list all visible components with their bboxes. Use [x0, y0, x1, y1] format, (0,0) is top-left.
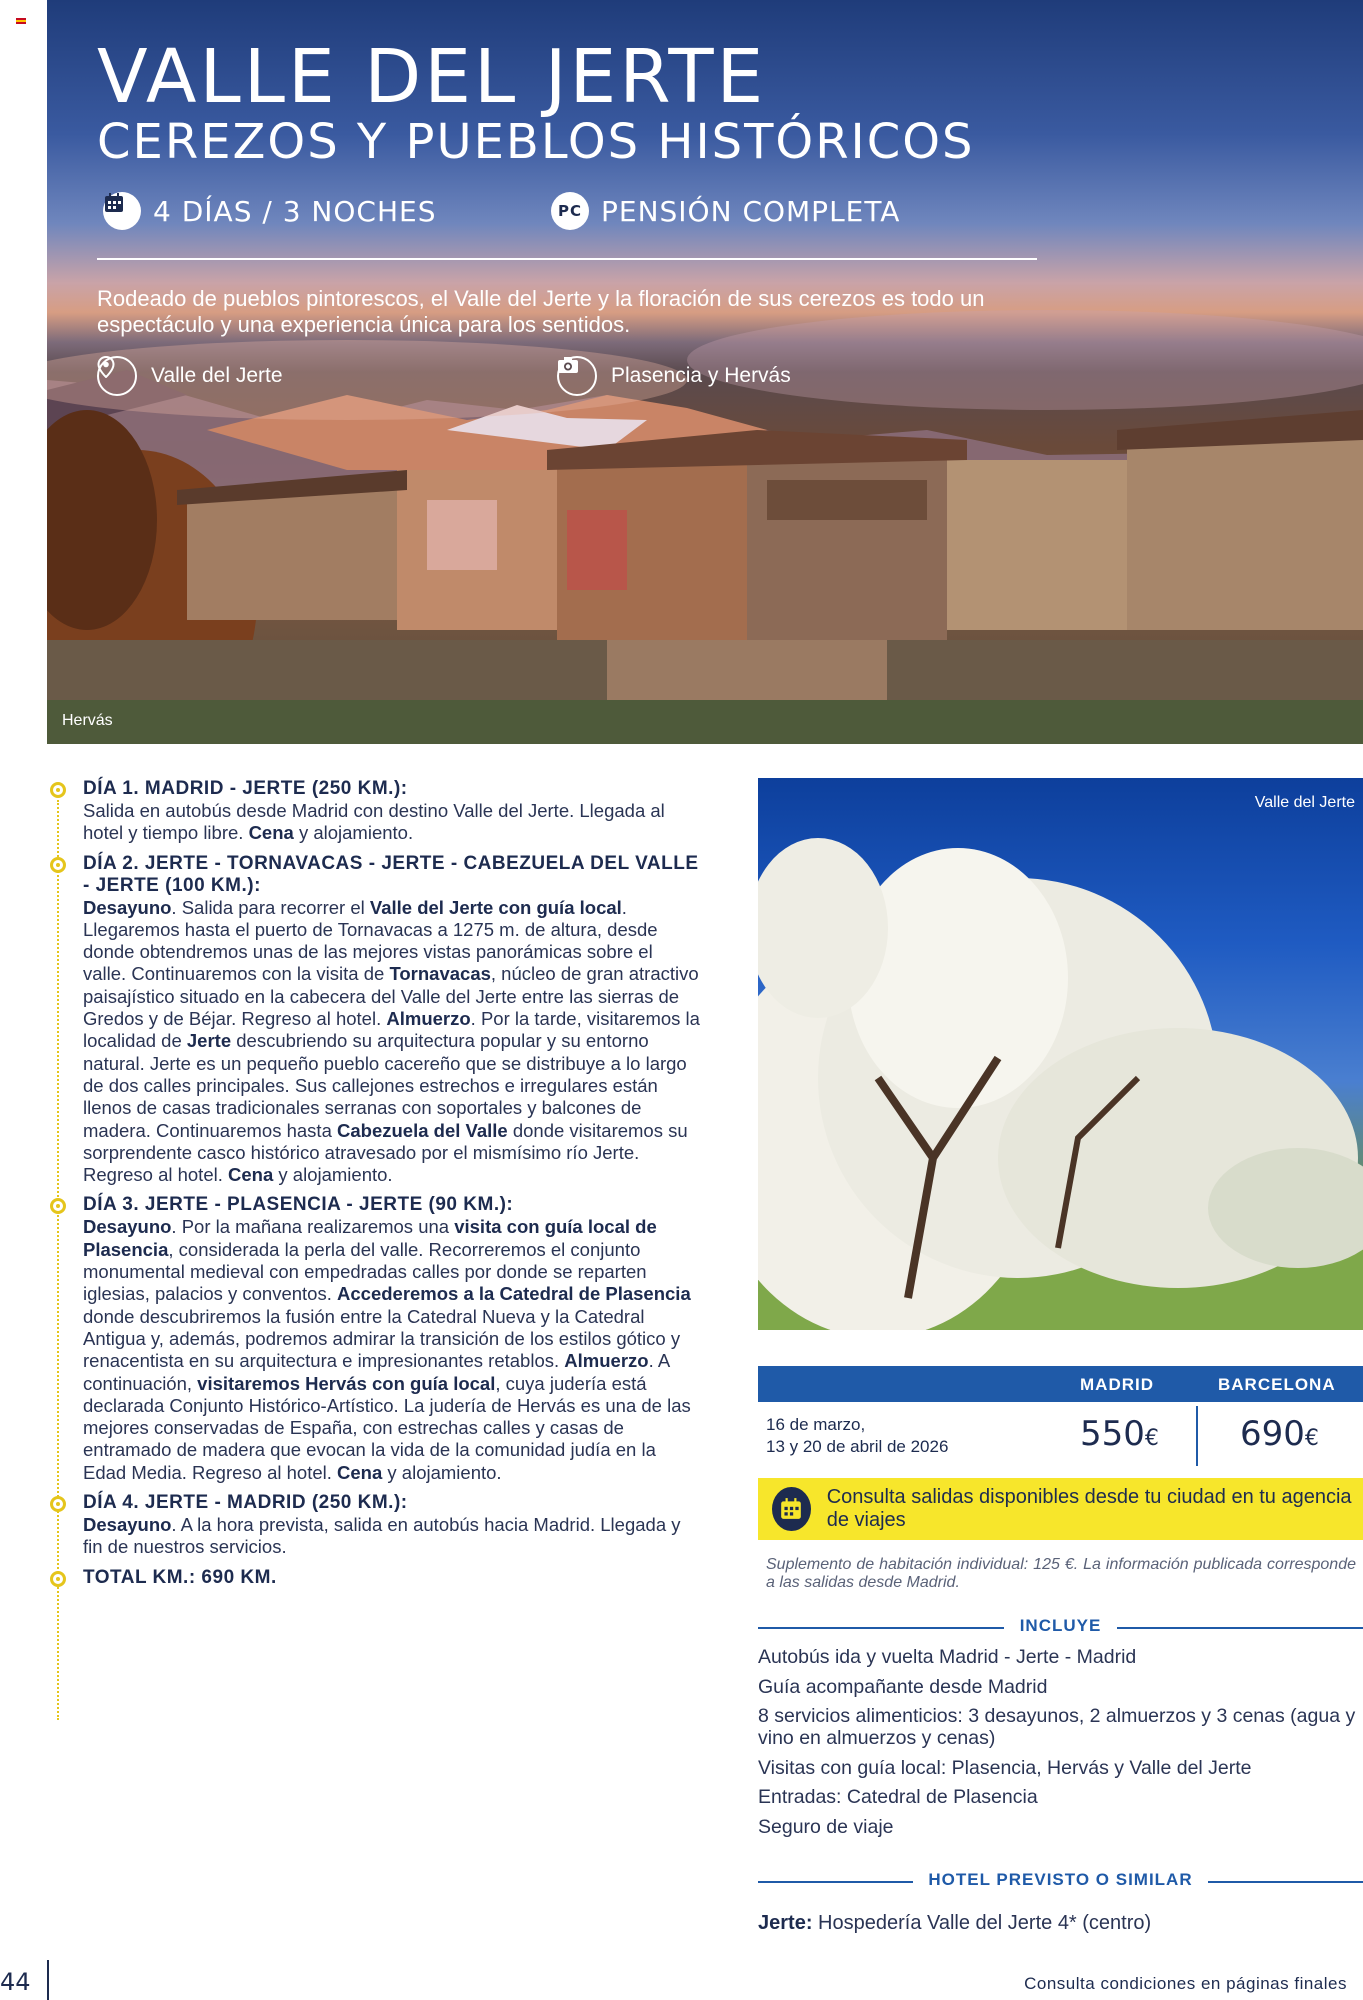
- board-text: PENSIÓN COMPLETA: [601, 194, 901, 228]
- board-code-badge: PC: [551, 192, 589, 230]
- includes-item: Autobús ida y vuelta Madrid - Jerte - Madrid: [758, 1646, 1137, 1668]
- hotel-info: [758, 1912, 1151, 1935]
- price-col-madrid: MADRID: [1080, 1375, 1154, 1394]
- itinerary-day: [50, 778, 700, 845]
- price-row: [758, 1402, 1363, 1468]
- day-body-bold: Cena: [228, 1164, 274, 1186]
- includes-header: [758, 1616, 1363, 1640]
- day-body-text: . A la hora prevista, salida en autobús hacia Madrid. Llegada y fin de nuestros servicios.: [83, 1514, 681, 1558]
- day-body-text: y alojamiento.: [273, 1164, 393, 1186]
- includes-item: Entradas: Catedral de Plasencia: [758, 1786, 1038, 1808]
- day-body-bold: Jerte: [186, 1030, 232, 1052]
- bullet-icon: [50, 782, 66, 798]
- day-body: [83, 897, 700, 1187]
- map-pin-icon: [97, 356, 137, 396]
- day-title: DÍA 2. JERTE - TORNAVACAS - JERTE - CABEZUELA DEL VALLE - JERTE (100 KM.):: [83, 852, 699, 896]
- includes-list: [758, 1646, 1363, 1845]
- hotel-title: HOTEL PREVISTO O SIMILAR: [928, 1870, 1193, 1889]
- duration-badge: [103, 192, 436, 230]
- hotel-city: Jerte:: [758, 1912, 813, 1934]
- day-body-text: y alojamiento.: [382, 1461, 502, 1483]
- day-body-bold: Desayuno: [83, 896, 172, 918]
- consult-banner: [758, 1478, 1363, 1540]
- day-body-bold: Desayuno: [83, 1216, 172, 1238]
- dates-line-1: 16 de marzo,: [766, 1415, 866, 1434]
- cherry-blossom-illustration: [758, 778, 1363, 1330]
- departure-dates: [766, 1414, 948, 1458]
- price-barcelona: [1240, 1414, 1319, 1454]
- location-text: Valle del Jerte: [151, 364, 283, 387]
- day-body-bold: Cabezuela del Valle: [337, 1119, 508, 1141]
- price-separator: [1196, 1406, 1198, 1466]
- price-col-barcelona: BARCELONA: [1218, 1375, 1336, 1394]
- day-body-bold: Cena: [337, 1461, 383, 1483]
- itinerary: [50, 778, 700, 1597]
- itinerary-day: [50, 853, 700, 1187]
- day-body-bold: Accederemos a la Catedral de Plasencia: [337, 1283, 691, 1305]
- bullet-icon: [50, 1198, 66, 1214]
- hotel-header: [758, 1870, 1363, 1894]
- day-body-text: . A continuación,: [83, 1350, 670, 1394]
- day-body-text: , considerada la perla del valle. Recorreremos el conjunto monumental medieval con empedradas calles por donde se reparten iglesias, palacios y conventos.: [83, 1238, 647, 1305]
- price-barcelona-value: 690: [1240, 1414, 1305, 1454]
- includes-item: Seguro de viaje: [758, 1815, 894, 1838]
- bullet-icon: [50, 1571, 66, 1587]
- day-body-bold: Almuerzo: [564, 1350, 649, 1372]
- day-body-text: descubriendo su arquitectura popular y su entorno natural. Jerte es un pequeño pueblo cacereño que se distribuye a lo largo de dos calles principales. Sus callejones estrechos e irregulares están llenos de casas tradicionales serranas con soportales y balcones de madera. Continuaremos hasta: [83, 1030, 687, 1141]
- footer-note: Consulta condiciones en páginas finales: [1024, 1974, 1347, 1993]
- day-body-bold: Valle del Jerte con guía local: [369, 896, 622, 918]
- hero-photo-hervas: [47, 0, 1363, 744]
- board-badge: [551, 192, 900, 230]
- flag-icon: [16, 18, 26, 24]
- supplement-note: Suplemento de habitación individual: 125 €. La información publicada corresponde a las salidas desde Madrid.: [766, 1556, 1356, 1591]
- includes-item: Guía acompañante desde Madrid: [758, 1675, 1048, 1698]
- dates-line-2: 13 y 20 de abril de 2026: [766, 1437, 949, 1456]
- hero-description: Rodeado de pueblos pintorescos, el Valle del Jerte y la floración de sus cerezos es todo un espectáculo y una experiencia única para los sentidos.: [97, 286, 985, 337]
- day-body-bold: Desayuno: [83, 1514, 172, 1536]
- day-title: DÍA 4. JERTE - MADRID (250 KM.):: [83, 1492, 408, 1514]
- currency-symbol: €: [1304, 1426, 1319, 1451]
- day-body-text: , cuya judería está declarada Conjunto Histórico-Artístico. La judería de Hervás es una de las mejores conservadas de España, con estrechas calles y casas de entramado de madera que evocan la vida de la comunidad judía en la Edad Media. Regreso al hotel.: [83, 1372, 691, 1483]
- itinerary-day: [50, 1567, 700, 1589]
- day-body-text: donde descubriremos la fusión entre la Catedral Nueva y la Catedral Antigua y, además, podremos admirar la transición de los estilos gótico y renacentista en su arquitectura e impresionantes retablos.: [83, 1305, 681, 1372]
- bullet-icon: [50, 857, 66, 873]
- itinerary-day: [50, 1194, 700, 1484]
- day-body-text: Salida en autobús desde Madrid con destino Valle del Jerte. Llegada al hotel y tiempo libre.: [83, 800, 665, 844]
- itinerary-day: [50, 1492, 700, 1559]
- day-title: DÍA 3. JERTE - PLASENCIA - JERTE (90 KM.):: [83, 1194, 514, 1216]
- price-madrid-value: 550: [1080, 1414, 1145, 1454]
- day-body-text: y alojamiento.: [293, 822, 414, 844]
- day-title: TOTAL KM.: 690 KM.: [83, 1566, 277, 1588]
- price-table-header: [758, 1366, 1363, 1402]
- day-body-text: , núcleo de gran atractivo paisajístico situado en la cabecera del Valle del Jerte entre las sierras de Gredos y de Béjar. Regreso al hotel.: [83, 963, 699, 1030]
- photo-caption: Hervás: [62, 712, 113, 729]
- day-body-bold: visitaremos Hervás con guía local: [197, 1372, 496, 1394]
- photo-caption-2: Valle del Jerte: [1254, 794, 1355, 811]
- location-tag: [97, 356, 283, 396]
- day-body: [83, 800, 700, 845]
- page-number-divider: [47, 1960, 49, 2000]
- day-title: DÍA 1. MADRID - JERTE (250 KM.):: [83, 778, 408, 799]
- camera-icon: [557, 356, 597, 396]
- includes-title: INCLUYE: [1019, 1616, 1102, 1635]
- page-number: 44: [0, 1968, 31, 1996]
- bullet-icon: [50, 1496, 66, 1512]
- hero-divider: [97, 258, 1037, 260]
- calendar-icon: [772, 1487, 811, 1531]
- day-body-bold: Cena: [248, 822, 294, 844]
- page-subtitle: CEREZOS Y PUEBLOS HISTÓRICOS: [97, 114, 975, 170]
- calendar-icon: [103, 192, 141, 230]
- day-body: [83, 1514, 700, 1559]
- day-body-bold: Tornavacas: [389, 963, 491, 985]
- day-body-text: donde visitaremos su sorprendente casco histórico atravesado por el mismísimo río Jerte. Regreso al hotel.: [83, 1119, 688, 1186]
- duration-text: 4 DÍAS / 3 NOCHES: [153, 194, 437, 228]
- includes-item: Visitas con guía local: Plasencia, Hervás y Valle del Jerte: [758, 1756, 1252, 1779]
- divider: [1117, 1627, 1363, 1629]
- day-body-text: . Por la tarde, visitaremos la localidad de: [83, 1008, 700, 1052]
- day-body-text: . Salida para recorrer el: [171, 896, 370, 918]
- day-body-bold: visita con guía local de Plasencia: [83, 1216, 657, 1260]
- day-body-text: . Llegaremos hasta el puerto de Tornavacas a 1275 m. de altura, desde donde obtendremos unas de las mejores vistas panorámicas sobre el valle. Continuaremos con la visita de: [83, 896, 658, 985]
- day-body-bold: Almuerzo: [386, 1008, 471, 1030]
- currency-symbol: €: [1144, 1426, 1159, 1451]
- consult-text: Consulta salidas disponibles desde tu ciudad en tu agencia de viajes: [826, 1486, 1352, 1531]
- photo-tag: [557, 356, 791, 396]
- photo-cherry-blossom: [758, 778, 1363, 1330]
- day-body: [83, 1216, 700, 1484]
- day-body-text: . Por la mañana realizaremos una: [171, 1216, 455, 1238]
- includes-item: 8 servicios alimenticios: 3 desayunos, 2 almuerzos y 3 cenas (agua y vino en almuerzos y cenas): [758, 1705, 1356, 1749]
- page-title: VALLE DEL JERTE: [97, 34, 767, 120]
- photo-text: Plasencia y Hervás: [611, 364, 791, 387]
- hotel-name: Hospedería Valle del Jerte 4* (centro): [818, 1912, 1152, 1934]
- price-madrid: [1080, 1414, 1159, 1454]
- divider: [1208, 1881, 1363, 1883]
